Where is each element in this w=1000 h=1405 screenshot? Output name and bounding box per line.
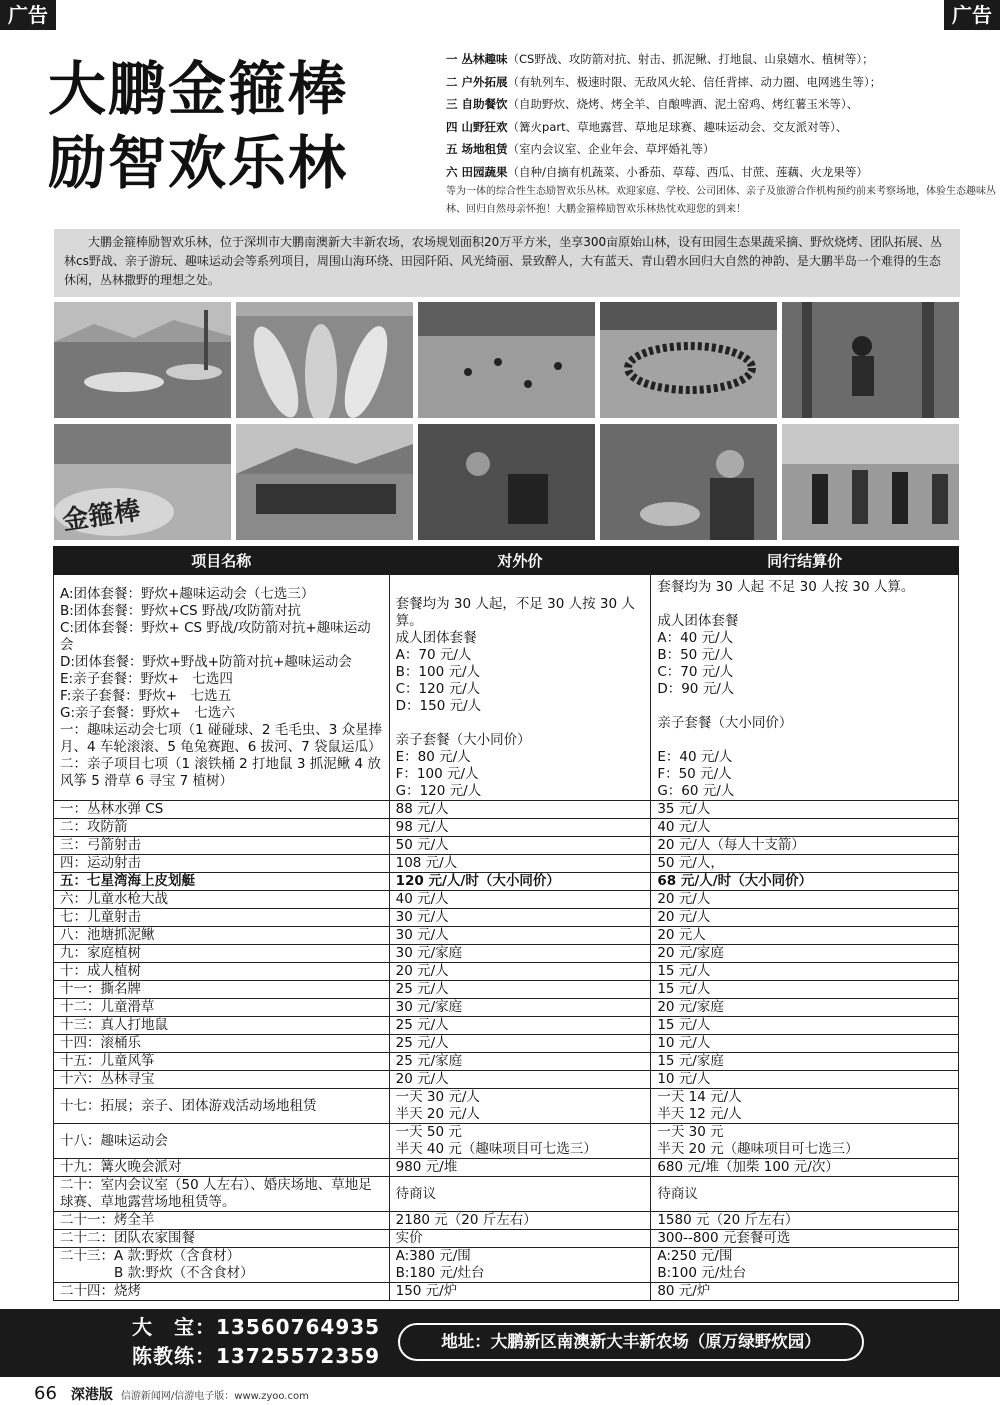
table-row [54,1124,959,1159]
public-price-cell: 25 元/人 [389,981,651,999]
trade-price-cell: 15 元/人 [651,981,959,999]
trade-price-cell: 1580 元（20 斤左右） [651,1212,959,1230]
public-price-cell: 25 元/人 [389,1035,651,1053]
item-name-cell: 七：儿童射击 [54,909,390,927]
item-name-cell: 十：成人植树 [54,963,390,981]
trade-price-cell: 10 元/人 [651,1071,959,1089]
trade-price-cell: 35 元/人 [651,801,959,819]
table-row [54,1177,959,1212]
table-row [54,873,959,891]
site-info: 信游新闻网/信游电子版：www.zyoo.com [120,1391,309,1402]
activity-item: 六 田园蔬果（自种/自摘有机蔬菜、小番茄、草莓、西瓜、甘蔗、莲藕、火龙果等） [446,164,868,179]
trade-price-cell: 10 元/人 [651,1035,959,1053]
address-box: 地址：大鹏新区南澳新大丰新农场（原万绿野炊园） [398,1323,864,1361]
public-price-cell: 30 元/人 [389,909,651,927]
package-trade-price: 套餐均为 30 人起 不足 30 人按 30 人算。 成人团体套餐 A：40 元/人 B：50 元/人 C：70 元/人 D：90 元/人 亲子套餐（大小同价） E：40 元/人 F：50 元/人 G：60 元/人 [651,575,959,801]
intro-paragraph: 大鹏金箍棒励智欢乐林，位于深圳市大鹏南澳新大丰新农场，农场规划面积20万平方米，坐享300亩原始山林，设有田园生态果蔬采摘、野炊烧烤、团队拓展、丛林cs野战、亲子游玩、趣味运动会等系列项目，周围山海环绕、田园阡陌、风光绮丽、景致醉人，大有蓝天、青山碧水回归大自然的神韵、是大鹏半岛一个难得的生态休闲，丛林撒野的理想之处。 [54,229,960,297]
page-footer [34,1383,309,1404]
item-name-cell: 十五：儿童风筝 [54,1053,390,1071]
photo-kayaks [236,302,413,418]
item-name-cell: 十四：滚桶乐 [54,1035,390,1053]
trade-price-cell: 40 元/人 [651,819,959,837]
stone-sign-text: 金箍棒 [60,495,143,537]
package-public-price: 套餐均为 30 人起，不足 30 人按 30 人算。 成人团体套餐 A：70 元/人 B：100 元/人 C：120 元/人 D：150 元/人 亲子套餐（大小同价） E：80 元/人 F：100 元/人 G：120 元/人 [389,575,651,801]
public-price-cell: A:380 元/围 B:180 元/灶台 [389,1248,651,1283]
contact-line-1: 大 宝：13560764935 [132,1315,381,1339]
package-row [54,575,959,801]
trade-price-cell: 20 元人 [651,927,959,945]
photo-cooking [600,424,777,540]
public-price-cell: 120 元/人/时（大小同价） [389,873,651,891]
contact-bar [0,1309,1000,1377]
table-row [54,1089,959,1124]
trade-price-cell: 15 元/家庭 [651,1053,959,1071]
table-row [54,819,959,837]
photo-group [236,424,413,540]
table-row [54,927,959,945]
trade-price-cell: 680 元/堆（加柴 100 元/次） [651,1159,959,1177]
public-price-cell: 25 元/家庭 [389,1053,651,1071]
item-name-cell: 十一：撕名牌 [54,981,390,999]
header-trade-price: 同行结算价 [651,547,959,575]
table-row [54,801,959,819]
photo-circle-team [600,302,777,418]
item-name-cell: 三：弓箭射击 [54,837,390,855]
public-price-cell: 待商议 [389,1177,651,1212]
page-number: 66 [34,1383,57,1404]
table-row [54,1248,959,1283]
table-row [54,981,959,999]
photo-forest-players [418,424,595,540]
trade-price-cell: 20 元/家庭 [651,945,959,963]
trade-price-cell: 待商议 [651,1177,959,1212]
item-name-cell: 十八：趣味运动会 [54,1124,390,1159]
table-row [54,1159,959,1177]
table-row [54,1212,959,1230]
contact-phones [132,1313,380,1371]
item-name-cell: 十七：拓展；亲子、团体游戏活动场地租赁 [54,1089,390,1124]
ad-tag-left: 广告 [0,0,56,30]
item-name-cell: 十二：儿童滑草 [54,999,390,1017]
title-line-1: 大鹏金箍棒 [48,55,349,123]
trade-price-cell: A:250 元/围 B:100 元/灶台 [651,1248,959,1283]
public-price-cell: 150 元/炉 [389,1283,651,1301]
activity-item: 一 丛林趣味（CS野战、攻防箭对抗、射击、抓泥鳅、打地鼠、山泉嬉水、植树等）； [446,52,874,66]
table-row [54,855,959,873]
trade-price-cell: 一天 14 元/人 半天 12 元/人 [651,1089,959,1124]
public-price-cell: 50 元/人 [389,837,651,855]
public-price-cell: 25 元/人 [389,1017,651,1035]
item-name-cell: 二：攻防箭 [54,819,390,837]
ad-tag-right: 广告 [944,0,1000,30]
ad-title [48,52,438,200]
item-name-cell: 十三：真人打地鼠 [54,1017,390,1035]
trade-price-cell: 80 元/炉 [651,1283,959,1301]
trade-price-cell: 20 元/人 [651,891,959,909]
table-row [54,999,959,1017]
item-name-cell: 八：池塘抓泥鳅 [54,927,390,945]
public-price-cell: 20 元/人 [389,963,651,981]
public-price-cell: 一天 30 元/人 半天 20 元/人 [389,1089,651,1124]
public-price-cell: 88 元/人 [389,801,651,819]
trade-price-cell: 15 元/人 [651,963,959,981]
photo-grid [54,302,960,540]
item-name-cell: 二十四：烧烤 [54,1283,390,1301]
table-row [54,891,959,909]
table-row [54,1230,959,1248]
item-name-cell: 十九：篝火晚会派对 [54,1159,390,1177]
price-table [53,546,959,1301]
item-name-cell: 九：家庭植树 [54,945,390,963]
item-name-cell: 二十三：A 款:野炊（含食材） B 款:野炊（不含食材） [54,1248,390,1283]
item-name-cell: 四：运动射击 [54,855,390,873]
table-row [54,909,959,927]
trade-price-cell: 68 元/人/时（大小同价） [651,873,959,891]
table-row [54,1283,959,1301]
photo-cs-battle [782,302,959,418]
item-name-cell: 二十一：烤全羊 [54,1212,390,1230]
item-name-cell: 一：丛林水弹 CS [54,801,390,819]
trade-price-cell: 300--800 元套餐可选 [651,1230,959,1248]
photo-field-game [418,302,595,418]
table-row [54,837,959,855]
table-row [54,963,959,981]
header-public-price: 对外价 [389,547,651,575]
item-name-cell: 六：儿童水枪大战 [54,891,390,909]
table-row [54,1035,959,1053]
public-price-cell: 实价 [389,1230,651,1248]
trade-price-cell: 15 元/人 [651,1017,959,1035]
trade-price-cell: 20 元/人（每人十支箭） [651,837,959,855]
table-header [54,547,959,575]
public-price-cell: 30 元/家庭 [389,999,651,1017]
public-price-cell: 980 元/堆 [389,1159,651,1177]
contact-line-2: 陈教练：13725572359 [132,1344,381,1368]
header-item-name: 项目名称 [54,547,390,575]
table-row [54,1053,959,1071]
photo-kayak-dock [54,302,231,418]
activity-item: 三 自助餐饮（自助野炊、烧烤、烤全羊、自酿啤酒、泥土窑鸡、烤红薯玉米等）、 [446,97,859,111]
activity-item: 五 场地租赁（室内会议室、企业年会、草坪婚礼等） [446,142,715,156]
public-price-cell: 30 元/人 [389,927,651,945]
item-name-cell: 二十二：团队农家围餐 [54,1230,390,1248]
public-price-cell: 30 元/家庭 [389,945,651,963]
trade-price-cell: 20 元/家庭 [651,999,959,1017]
activity-list [446,48,996,219]
photo-stone-sign [54,424,231,540]
photo-cheering [782,424,959,540]
activity-item: 四 山野狂欢（篝火part、草地露营、草地足球赛、趣味运动会、交友派对等）、 [446,119,848,134]
public-price-cell: 108 元/人 [389,855,651,873]
table-row [54,1017,959,1035]
package-name: A:团体套餐：野炊+趣味运动会（七选三） B:团体套餐：野炊+CS 野战/攻防箭对抗 C:团体套餐：野炊+ CS 野战/攻防箭对抗+趣味运动会 D:团体套餐：野炊+野战+防箭对抗+趣味运动会 E:亲子套餐：野炊+ 七选四 F:亲子套餐：野炊+ 七选五 G:亲子套餐：野炊+ 七选六 一：趣味运动会七项（1 碰碰球、2 毛毛虫、3 众星捧月、4 车轮滚滚、5 龟兔赛跑、6 拔河、7 袋鼠运瓜） 二：亲子项目七项（1 滚铁桶 2 打地鼠 3 抓泥鳅 4 放风筝 5 滑草 6 寻宝 7 植树） [54,575,390,801]
public-price-cell: 2180 元（20 斤左右） [389,1212,651,1230]
item-name-cell: 十六：丛林寻宝 [54,1071,390,1089]
trade-price-cell: 20 元/人 [651,909,959,927]
table-row [54,1071,959,1089]
item-name-cell: 五：七星湾海上皮划艇 [54,873,390,891]
item-name-cell: 二十：室内会议室（50 人左右）、婚庆场地、草地足球赛、草地露营场地租赁等。 [54,1177,390,1212]
trade-price-cell: 50 元/人， [651,855,959,873]
activity-item: 二 户外拓展（有轨列车、极速时限、无敌风火轮、信任背摔、动力圈、电网逃生等）； [446,74,882,89]
title-line-2: 励智欢乐林 [48,129,349,197]
table-row [54,945,959,963]
trade-price-cell: 一天 30 元 半天 20 元（趣味项目可七选三） [651,1124,959,1159]
edition-label: 深港版 [70,1387,113,1403]
public-price-cell: 98 元/人 [389,819,651,837]
public-price-cell: 40 元/人 [389,891,651,909]
activity-note: 等为一体的综合性生态励智欢乐丛林。欢迎家庭、学校、公司团体、亲子及旅游合作机构预约前来考察场地，体验生态趣味丛林、回归自然母亲怀抱！大鹏金箍棒励智欢乐林热忱欢迎您的到来！ [446,186,996,215]
public-price-cell: 一天 50 元 半天 40 元（趣味项目可七选三） [389,1124,651,1159]
public-price-cell: 20 元/人 [389,1071,651,1089]
